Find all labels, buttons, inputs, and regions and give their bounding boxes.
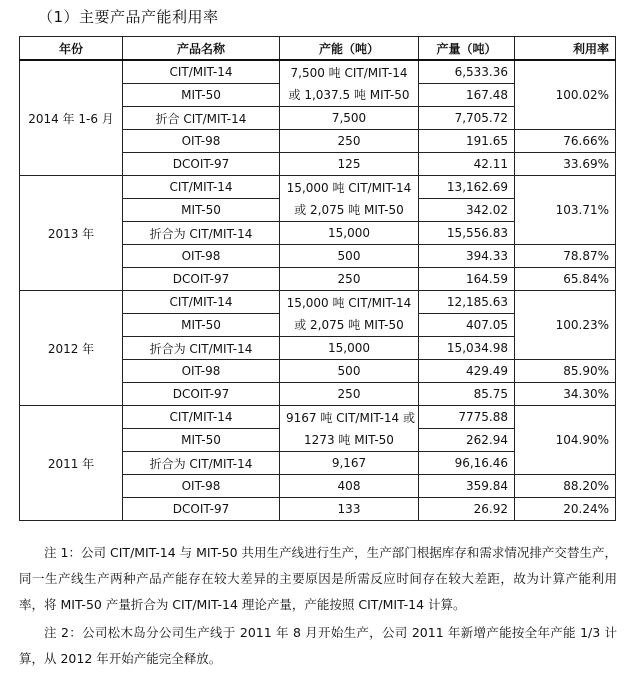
product-cell: 折合 CIT/MIT-14: [123, 107, 280, 130]
output-cell: 13,162.69: [419, 176, 515, 199]
output-cell: 167.48: [419, 84, 515, 107]
capacity-merged-cell: 15,000 吨 CIT/MIT-14: [280, 291, 419, 314]
capacity-cell: 250: [280, 130, 419, 153]
capacity-cell: 408: [280, 475, 419, 498]
output-cell: 15,034.98: [419, 337, 515, 360]
output-cell: 359.84: [419, 475, 515, 498]
capacity-cell: 15,000: [280, 337, 419, 360]
capacity-cell: 9,167: [280, 452, 419, 475]
product-cell: DCOIT-97: [123, 153, 280, 176]
utilization-merged-cell: 104.90%: [515, 406, 616, 475]
utilization-merged-cell: 103.71%: [515, 176, 616, 245]
output-cell: 85.75: [419, 383, 515, 406]
output-cell: 342.02: [419, 199, 515, 222]
capacity-merged-cell: 7,500 吨 CIT/MIT-14: [280, 60, 419, 84]
capacity-cell: 250: [280, 383, 419, 406]
capacity-cell: 7,500: [280, 107, 419, 130]
header-year: 年份: [20, 37, 123, 61]
output-cell: 15,556.83: [419, 222, 515, 245]
output-cell: 42.11: [419, 153, 515, 176]
note-1: 注 1：公司 CIT/MIT-14 与 MIT-50 共用生产线进行生产，生产部门根据库存和需求情况排产交替生产，同一生产线生产两种产品产能存在较大差异的主要原因是所需反应时间存在较大差距，故为计算产能利用率，将 MIT-50 产量折合为 CIT/MIT-14 理论产量，产能按照 CIT/MIT-14 计算。: [19, 545, 617, 612]
product-cell: 折合为 CIT/MIT-14: [123, 337, 280, 360]
product-cell: MIT-50: [123, 314, 280, 337]
output-cell: 26.92: [419, 498, 515, 521]
table-row: [20, 406, 616, 429]
header-capacity: 产能（吨）: [280, 37, 419, 61]
output-cell: 191.65: [419, 130, 515, 153]
output-cell: 394.33: [419, 245, 515, 268]
capacity-merged-cell: 或 2,075 吨 MIT-50: [280, 314, 419, 337]
output-cell: 7,705.72: [419, 107, 515, 130]
capacity-merged-cell: 9167 吨 CIT/MIT-14 或: [280, 406, 419, 429]
capacity-merged-cell: 或 1,037.5 吨 MIT-50: [280, 84, 419, 107]
utilization-cell: 88.20%: [515, 475, 616, 498]
product-cell: 折合为 CIT/MIT-14: [123, 452, 280, 475]
output-cell: 96,16.46: [419, 452, 515, 475]
output-cell: 407.05: [419, 314, 515, 337]
output-cell: 429.49: [419, 360, 515, 383]
product-cell: MIT-50: [123, 429, 280, 452]
utilization-cell: 76.66%: [515, 130, 616, 153]
product-cell: DCOIT-97: [123, 383, 280, 406]
table-row: [20, 291, 616, 314]
year-cell: 2013 年: [20, 176, 123, 291]
year-cell: 2011 年: [20, 406, 123, 521]
note-2: 注 2：公司松木岛分公司生产线于 2011 年 8 月开始生产，公司 2011 年新增产能按全年产能 1/3 计算，从 2012 年开始产能完全释放。: [19, 625, 617, 666]
product-cell: OIT-98: [123, 360, 280, 383]
product-cell: OIT-98: [123, 475, 280, 498]
product-cell: DCOIT-97: [123, 498, 280, 521]
header-utilization: 利用率: [515, 37, 616, 61]
table-row: [20, 60, 616, 84]
product-cell: MIT-50: [123, 84, 280, 107]
output-cell: 7775.88: [419, 406, 515, 429]
product-cell: CIT/MIT-14: [123, 291, 280, 314]
utilization-cell: 20.24%: [515, 498, 616, 521]
year-cell: 2012 年: [20, 291, 123, 406]
utilization-cell: 33.69%: [515, 153, 616, 176]
output-cell: 6,533.36: [419, 60, 515, 84]
capacity-utilization-table: [19, 36, 616, 521]
capacity-cell: 133: [280, 498, 419, 521]
product-cell: CIT/MIT-14: [123, 176, 280, 199]
capacity-cell: 500: [280, 360, 419, 383]
utilization-cell: 65.84%: [515, 268, 616, 291]
year-cell: 2014 年 1-6 月: [20, 60, 123, 176]
notes: [19, 540, 617, 672]
capacity-merged-cell: 或 2,075 吨 MIT-50: [280, 199, 419, 222]
utilization-cell: 34.30%: [515, 383, 616, 406]
utilization-cell: 78.87%: [515, 245, 616, 268]
capacity-merged-cell: 15,000 吨 CIT/MIT-14: [280, 176, 419, 199]
header-product: 产品名称: [123, 37, 280, 61]
capacity-cell: 15,000: [280, 222, 419, 245]
capacity-cell: 250: [280, 268, 419, 291]
capacity-merged-cell: 1273 吨 MIT-50: [280, 429, 419, 452]
output-cell: 12,185.63: [419, 291, 515, 314]
product-cell: 折合为 CIT/MIT-14: [123, 222, 280, 245]
output-cell: 164.59: [419, 268, 515, 291]
utilization-cell: 85.90%: [515, 360, 616, 383]
header-output: 产量（吨）: [419, 37, 515, 61]
utilization-merged-cell: 100.23%: [515, 291, 616, 360]
table-row: [20, 176, 616, 199]
section-title: （1）主要产品产能利用率: [38, 8, 219, 26]
output-cell: 262.94: [419, 429, 515, 452]
product-cell: CIT/MIT-14: [123, 406, 280, 429]
capacity-cell: 500: [280, 245, 419, 268]
product-cell: CIT/MIT-14: [123, 60, 280, 84]
product-cell: DCOIT-97: [123, 268, 280, 291]
table-header-row: [20, 37, 616, 61]
product-cell: OIT-98: [123, 130, 280, 153]
capacity-cell: 125: [280, 153, 419, 176]
product-cell: MIT-50: [123, 199, 280, 222]
utilization-merged-cell: 100.02%: [515, 60, 616, 130]
product-cell: OIT-98: [123, 245, 280, 268]
